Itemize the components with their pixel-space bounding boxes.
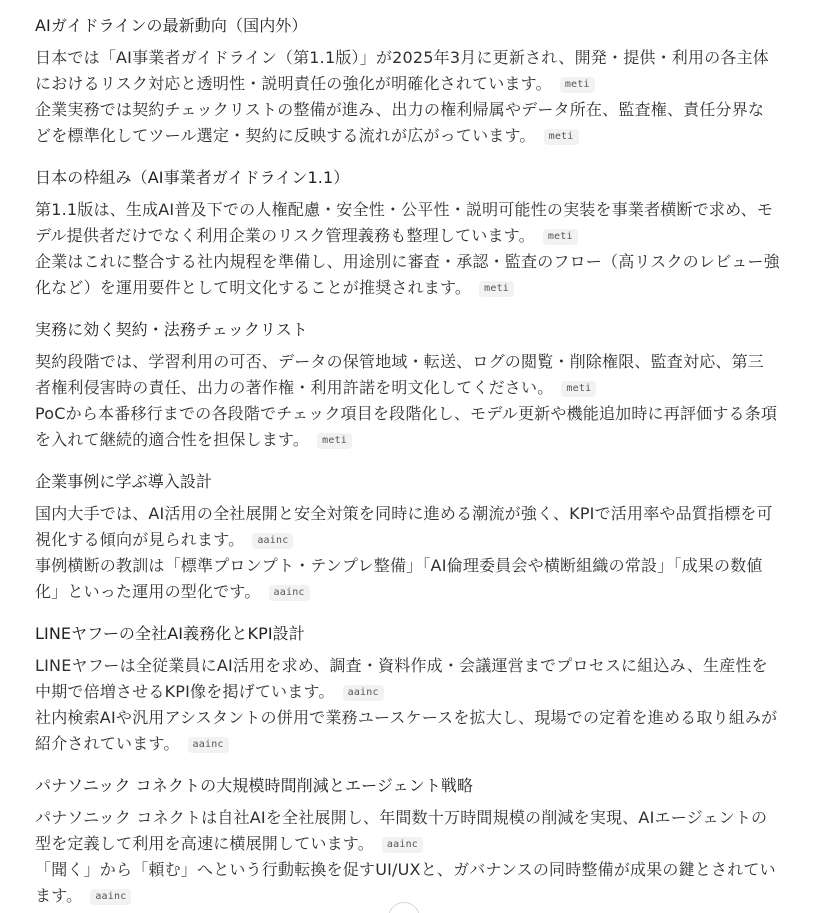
section-lineyahoo [35,622,780,757]
paragraph [35,857,780,909]
paragraph [35,97,780,149]
paragraph-text: PoCから本番移行までの各段階でチェック項目を段階化し、モデル更新や機能追加時に再評価する条項を入れて継続的適合性を担保します。 [35,404,778,449]
paragraph-text: 契約段階では、学習利用の可否、データの保管地域・転送、ログの閲覧・削除権限、監査対応、第三者権利侵害時の責任、出力の著作権・利用許諾を明文化してください。 [35,352,765,397]
section-heading: パナソニック コネクトの大規模時間削減とエージェント戦略 [35,776,474,795]
section-legal-checklist [35,318,780,453]
section-ai-guideline-trends [35,14,780,149]
section-enterprise-cases [35,470,780,605]
citation-chip[interactable]: meti [543,229,578,245]
paragraph [35,349,780,401]
section-heading: 実務に効く契約・法務チェックリスト [35,320,308,339]
paragraph [35,705,780,757]
paragraph [35,45,780,97]
paragraph-text: 「聞く」から「頼む」へという行動転換を促すUI/UXと、ガバナンスの同時整備が成果の鍵とされています。 [35,860,776,905]
citation-chip[interactable]: aainc [269,585,310,601]
paragraph [35,249,780,301]
citation-chip[interactable]: aainc [382,837,423,853]
citation-chip[interactable]: meti [560,77,595,93]
paragraph [35,501,780,553]
paragraph [35,805,780,857]
citation-chip[interactable]: meti [544,129,579,145]
citation-chip[interactable]: aainc [188,737,229,753]
citation-chip[interactable]: aainc [343,685,384,701]
paragraph-text: パナソニック コネクトは自社AIを全社展開し、年間数十万時間規模の削減を実現、AIエージェントの型を定義して利用を高速に横展開しています。 [35,808,768,853]
paragraph [35,653,780,705]
citation-chip[interactable]: aainc [90,889,131,905]
paragraph-text: 第1.1版は、生成AI普及下での人権配慮・安全性・公平性・説明可能性の実装を事業者横断で求め、モデル提供者だけでなく利用企業のリスク管理義務も整理しています。 [35,200,774,245]
paragraph [35,401,780,453]
paragraph-text: 国内大手では、AI活用の全社展開と安全対策を同時に進める潮流が強く、KPIで活用率や品質指標を可視化する傾向が見られます。 [35,504,773,549]
chat-response-content [35,14,780,913]
section-japan-framework [35,166,780,301]
paragraph-text: 社内検索AIや汎用アシスタントの併用で業務ユースケースを拡大し、現場での定着を進める取り組みが紹介されています。 [35,708,778,753]
citation-chip[interactable]: aainc [252,533,293,549]
paragraph [35,553,780,605]
section-heading: AIガイドラインの最新動向（国内外） [35,16,308,35]
paragraph-text: 企業実務では契約チェックリストの整備が進み、出力の権利帰属やデータ所在、監査権、責任分界などを標準化してツール選定・契約に反映する流れが広がっています。 [35,100,765,145]
citation-chip[interactable]: meti [561,381,596,397]
section-panasonic-connect [35,774,780,909]
paragraph-text: 日本では「AI事業者ガイドライン（第1.1版）」が2025年3月に更新され、開発・提供・利用の各主体におけるリスク対応と透明性・説明責任の強化が明確化されています。 [35,48,770,93]
paragraph-text: 事例横断の教訓は「標準プロンプト・テンプレ整備」「AI倫理委員会や横断組織の常設」「成果の数値化」といった運用の型化です。 [35,556,763,601]
paragraph [35,197,780,249]
section-heading: 日本の枠組み（AI事業者ガイドライン1.1） [35,168,350,187]
section-heading: LINEヤフーの全社AI義務化とKPI設計 [35,624,305,643]
section-heading: 企業事例に学ぶ導入設計 [35,472,213,491]
paragraph-text: 企業はこれに整合する社内規程を準備し、用途別に審査・承認・監査のフロー（高リスクのレビュー強化など）を運用要件として明文化することが推奨されます。 [35,252,780,297]
paragraph-text: LINEヤフーは全従業員にAI活用を求め、調査・資料作成・会議運営までプロセスに組込み、生産性を中期で倍増させるKPI像を掲げています。 [35,656,768,701]
citation-chip[interactable]: meti [479,281,514,297]
citation-chip[interactable]: meti [317,433,352,449]
